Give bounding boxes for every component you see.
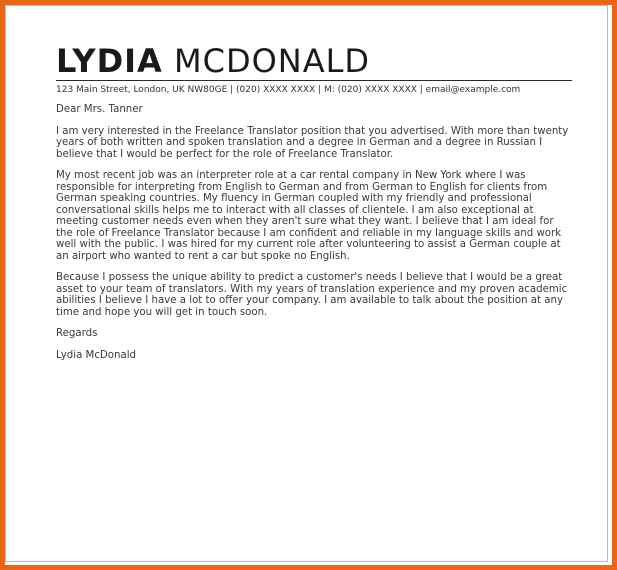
contact-line: 123 Main Street, London, UK NW80GE | (020) XXXX XXXX | M: (020) XXXX XXXX | email@example.com	[56, 85, 521, 95]
letter-name-heading	[56, 42, 370, 80]
salutation: Dear Mrs. Tanner	[56, 104, 143, 115]
signature: Lydia McDonald	[56, 349, 137, 361]
closing: Regards	[56, 328, 98, 339]
paragraph-2: My most recent job was an interpreter role at a car rental company in New York where I was responsible for interpreting from English to German and from German to English for clients from German speaking countries. My fluency in German coupled with my friendly and professional conversational skills helps me to interact with all classes of clientele. I am also exceptional at meeting customer needs even when they aren't sure what they want. I believe that I am ideal for the role of Freelance Translator because I am confident and reliable in my language skills and work well with the public. I was hired for my current role after volunteering to assist a German couple at an airport who wanted to rent a car but spoke no English.	[56, 170, 562, 262]
letter-page	[5, 5, 608, 562]
letter-body	[56, 104, 571, 371]
header-divider	[56, 80, 572, 81]
paragraph-3: Because I possess the unique ability to predict a customer's needs I believe that I would be a great asset to your team of translators. With my years of translation experience and my proven academic abilities I believe I have a lot to offer your company. I am available to talk about the position at any time and hope you will get in touch soon.	[56, 272, 568, 318]
paragraph-1: I am very interested in the Freelance Translator position that you advertised. With more than twenty years of both written and spoken translation and a degree in German and a degree in Russian I believe that I would be perfect for the role of Freelance Translator.	[56, 125, 569, 160]
first-name: LYDIA	[56, 42, 163, 80]
last-name: MCDONALD	[173, 42, 371, 80]
